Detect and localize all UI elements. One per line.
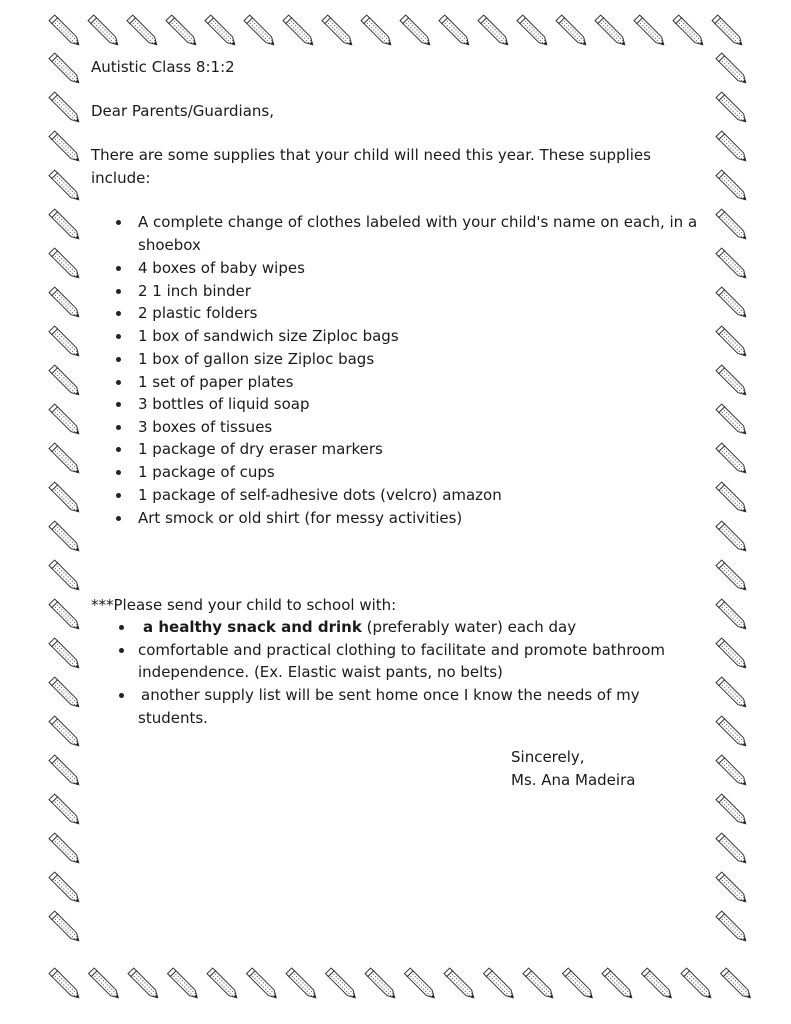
list-item: 1 set of paper plates (138, 373, 294, 391)
list-item: 1 box of gallon size Ziploc bags (138, 350, 375, 368)
bullet (116, 470, 121, 475)
list-item: A complete change of clothes labeled with your child's name on each, in a (138, 213, 698, 231)
list-item: 3 boxes of tissues (138, 418, 273, 436)
list-item-text: (preferably water) each day (361, 618, 577, 636)
class-title: Autistic Class 8:1:2 (91, 58, 235, 76)
list-item: 1 box of sandwich size Ziploc bags (138, 327, 399, 345)
list-item: Art smock or old shirt (for messy activities) (138, 509, 463, 527)
list-item: 1 package of dry eraser markers (138, 440, 383, 458)
bullet (116, 380, 121, 385)
list-item (143, 616, 576, 638)
list-item-continued: shoebox (138, 236, 201, 254)
bullet (116, 447, 121, 452)
list-item-continued: independence. (Ex. Elastic waist pants, no belts) (138, 663, 503, 681)
bullet (116, 425, 121, 430)
list-item: 1 package of cups (138, 463, 275, 481)
list-item: 2 plastic folders (138, 304, 258, 322)
bullet (116, 220, 121, 225)
bullet (116, 334, 121, 339)
list-item: comfortable and practical clothing to facilitate and promote bathroom (138, 641, 665, 659)
bullet (116, 289, 121, 294)
list-item: 4 boxes of baby wipes (138, 259, 305, 277)
intro-line-1: There are some supplies that your child will need this year. These supplies (91, 146, 651, 164)
list-item: another supply list will be sent home once I know the needs of my (141, 686, 640, 704)
intro-line-2: include: (91, 169, 151, 187)
bullet (119, 648, 124, 653)
closing: Sincerely, (511, 748, 585, 766)
bullet (116, 311, 121, 316)
list-item: 2 1 inch binder (138, 282, 251, 300)
bullet (116, 266, 121, 271)
bullet (119, 625, 124, 630)
list-item: 3 bottles of liquid soap (138, 395, 310, 413)
bullet (116, 402, 121, 407)
signature: Ms. Ana Madeira (511, 771, 636, 789)
bullet (116, 493, 121, 498)
send-heading: ***Please send your child to school with: (91, 596, 397, 614)
bullet (119, 693, 124, 698)
greeting: Dear Parents/Guardians, (91, 102, 274, 120)
emphasis-text: a healthy snack and drink (143, 618, 362, 636)
list-item-continued: students. (138, 709, 208, 727)
bullet (116, 357, 121, 362)
list-item: 1 package of self-adhesive dots (velcro) amazon (138, 486, 502, 504)
bullet (116, 516, 121, 521)
